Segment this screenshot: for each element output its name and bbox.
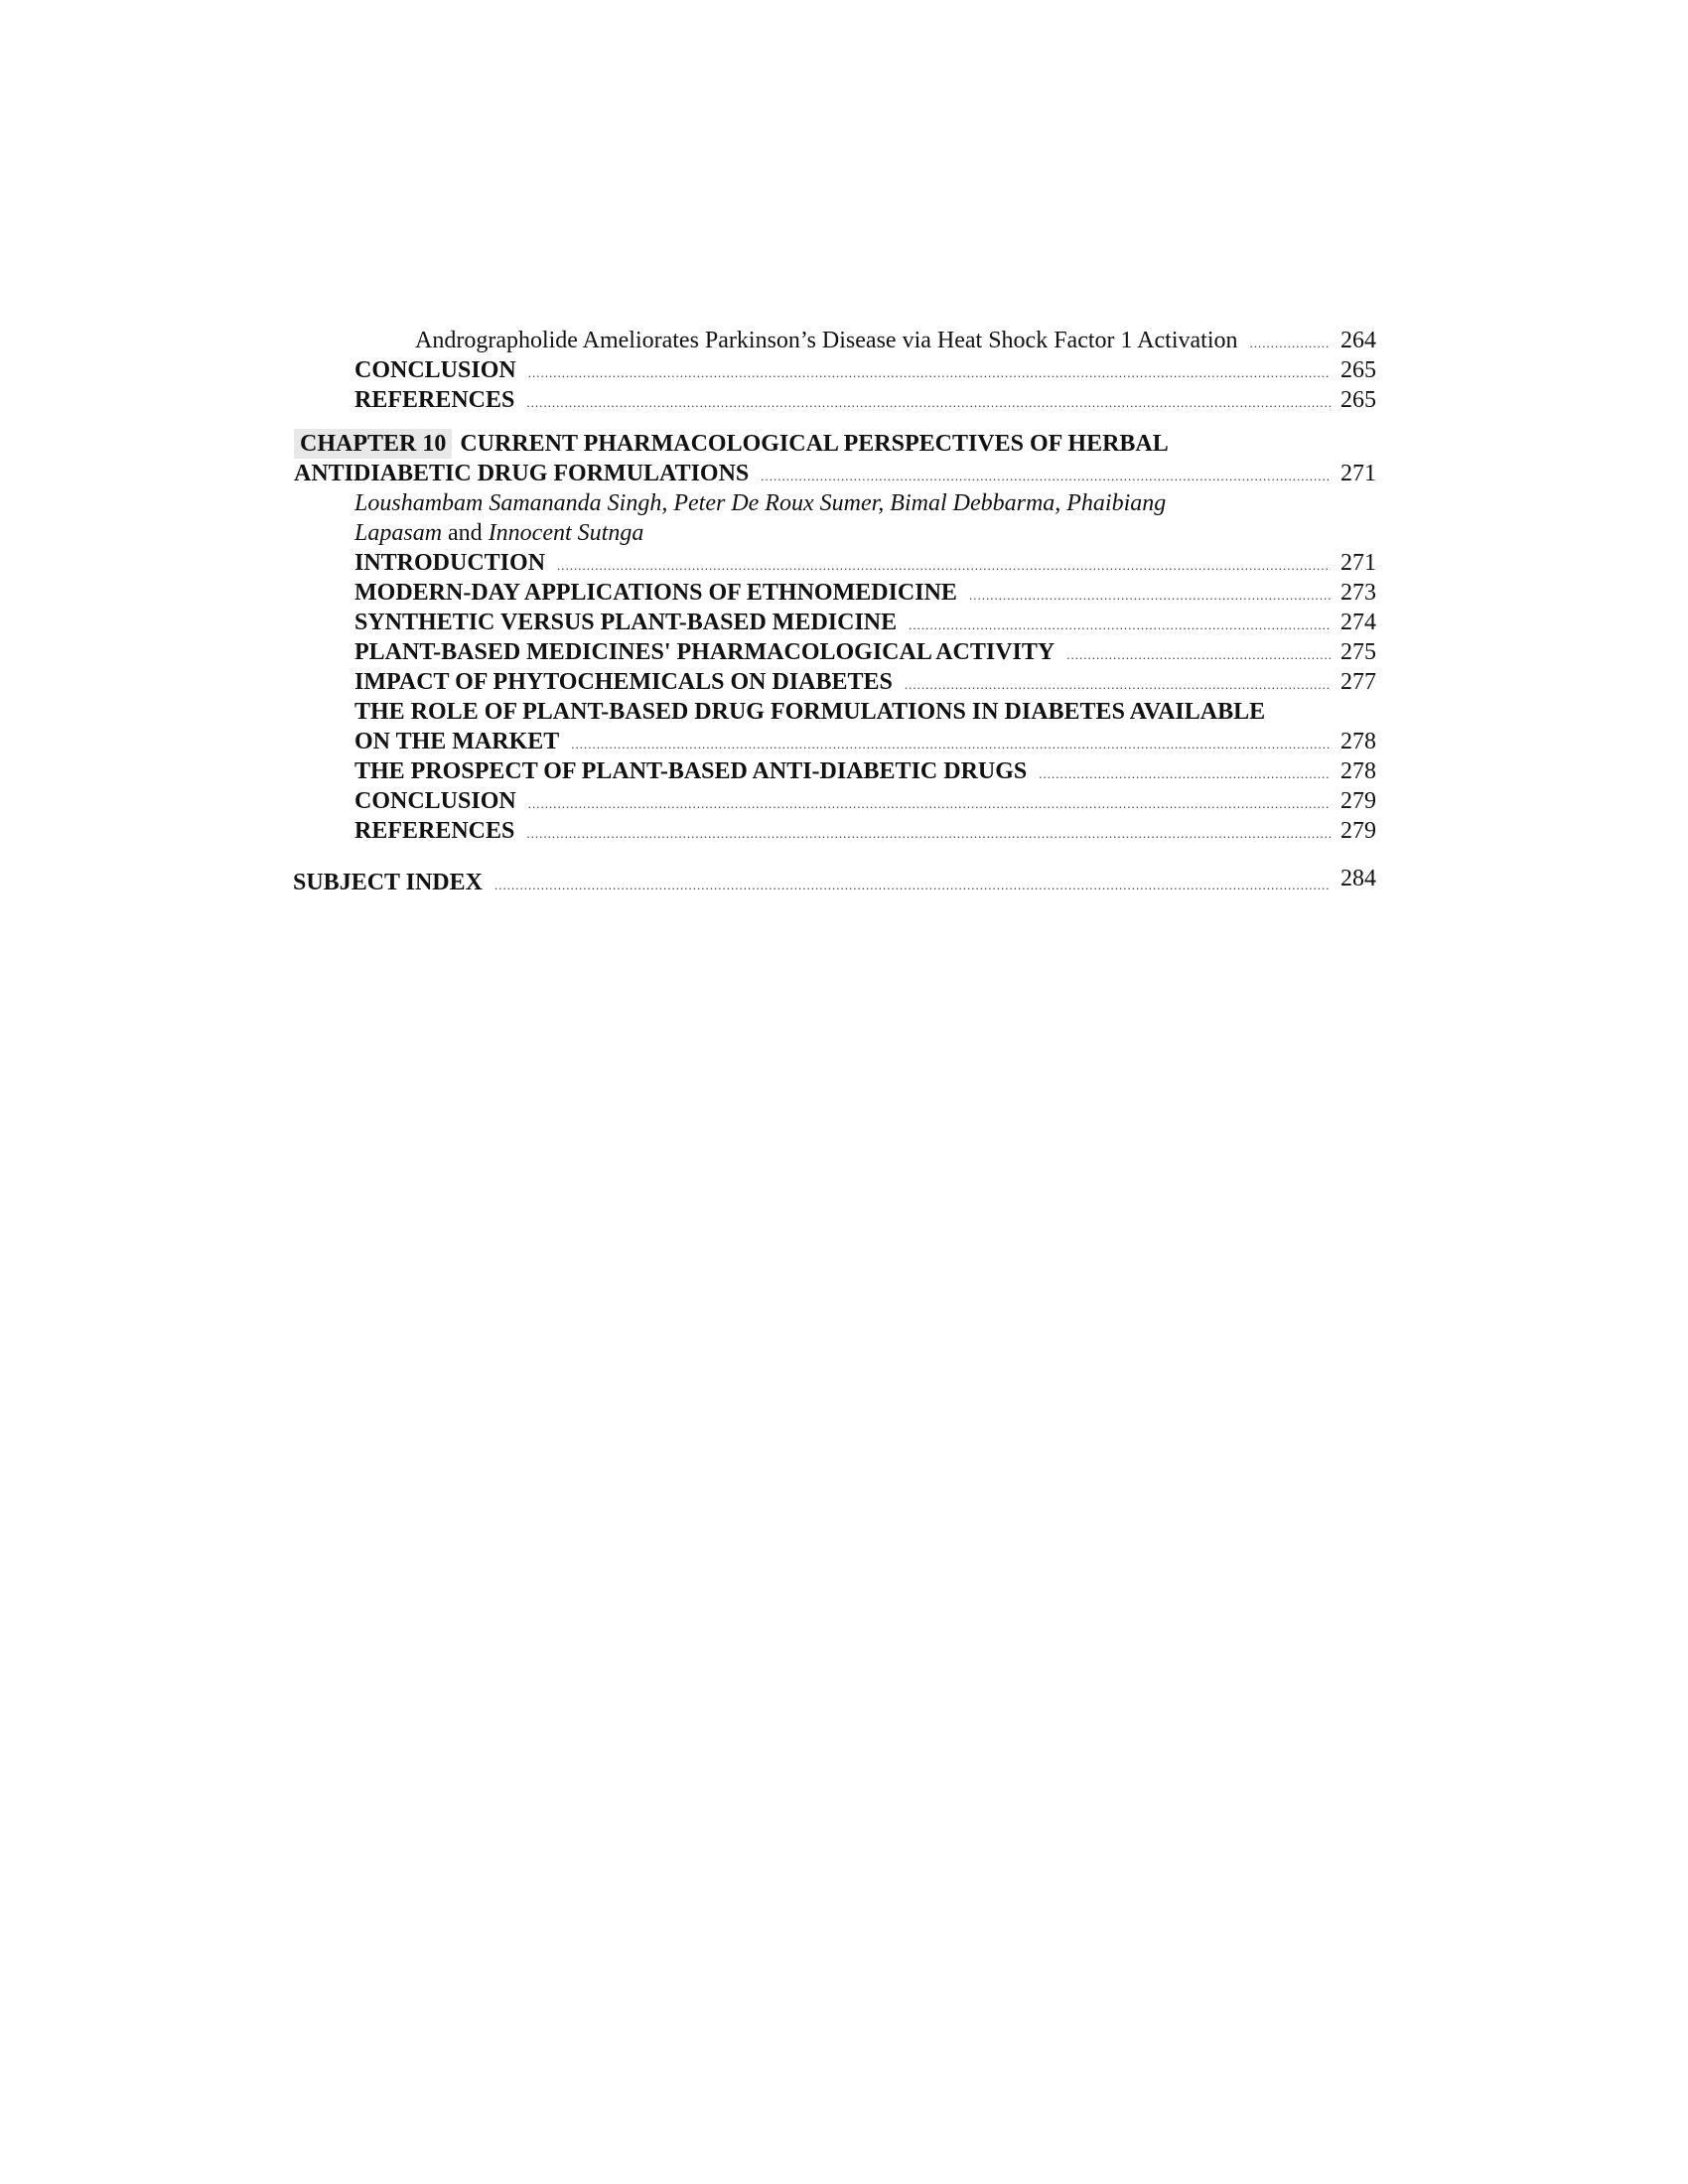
dot-leader xyxy=(526,819,1331,849)
page-number: 279 xyxy=(1340,818,1376,844)
page-number: 271 xyxy=(1340,461,1376,486)
chapter-authors-line-1: Loushambam Samananda Singh, Peter De Roux Sumer, Bimal Debbarma, Phaibiang xyxy=(354,490,1167,516)
dot-leader xyxy=(905,670,1331,700)
toc-entry[interactable]: PLANT-BASED MEDICINES' PHARMACOLOGICAL ACTIVITY ..... xyxy=(354,637,1331,670)
dot-leader xyxy=(571,730,1331,759)
toc-entry[interactable]: THE PROSPECT OF PLANT-BASED ANTI-DIABETIC DRUGS ..... xyxy=(354,756,1331,789)
page-number: 279 xyxy=(1340,788,1376,814)
page-number: 265 xyxy=(1340,357,1376,383)
chapter-title-line-2: ANTIDIABETIC DRUG FORMULATIONS xyxy=(294,461,750,486)
toc-entry-line-1[interactable]: THE ROLE OF PLANT-BASED DRUG FORMULATIONS IN DIABETES AVAILABLE xyxy=(354,699,1266,725)
dot-leader xyxy=(909,611,1331,640)
page-number: 264 xyxy=(1340,328,1376,353)
toc-entry[interactable] xyxy=(354,355,1331,388)
dot-leader xyxy=(1039,759,1331,789)
dot-leader xyxy=(1066,640,1331,670)
chapter-title-line-1: CURRENT PHARMACOLOGICAL PERSPECTIVES OF HERBAL xyxy=(460,431,1169,457)
page-number: 284 xyxy=(1340,866,1376,891)
toc-entry[interactable]: INTRODUCTION ..... xyxy=(354,548,1331,581)
dot-leader xyxy=(528,789,1331,819)
page-number: 277 xyxy=(1340,669,1376,695)
chapter-authors-line-2: Lapasam and Innocent Sutnga xyxy=(354,520,644,546)
dot-leader xyxy=(528,358,1331,388)
toc-entry-subject-index[interactable]: SUBJECT INDEX ..... xyxy=(293,868,1331,900)
toc-entry[interactable]: REFERENCES ..... xyxy=(354,816,1331,849)
dot-leader xyxy=(526,388,1331,418)
page-number: 278 xyxy=(1340,758,1376,784)
dot-leader xyxy=(494,871,1331,900)
page-number: 273 xyxy=(1340,580,1376,606)
page-number: 265 xyxy=(1340,387,1376,413)
dot-leader xyxy=(1250,329,1332,358)
toc-entry[interactable]: IMPACT OF PHYTOCHEMICALS ON DIABETES ..... xyxy=(354,667,1331,700)
toc-entry[interactable]: SYNTHETIC VERSUS PLANT-BASED MEDICINE ..... xyxy=(354,608,1331,640)
toc-entry-title: CONCLUSION xyxy=(354,357,516,383)
page-number: 278 xyxy=(1340,729,1376,754)
toc-entry[interactable]: MODERN-DAY APPLICATIONS OF ETHNOMEDICINE ..... xyxy=(354,578,1331,611)
dot-leader xyxy=(969,581,1331,611)
page-number: 271 xyxy=(1340,550,1376,576)
chapter-heading-continued[interactable] xyxy=(294,459,1331,491)
chapter-label: CHAPTER 10 xyxy=(294,429,452,459)
toc-entry[interactable] xyxy=(354,385,1331,418)
toc-entry[interactable] xyxy=(415,326,1331,358)
toc-entry[interactable]: CONCLUSION ..... xyxy=(354,786,1331,819)
chapter-heading[interactable] xyxy=(294,429,1169,459)
toc-entry-title: REFERENCES xyxy=(354,387,515,413)
toc-entry[interactable]: ON THE MARKET ..... xyxy=(354,727,1331,759)
page-number: 275 xyxy=(1340,639,1376,665)
dot-leader xyxy=(557,551,1331,581)
toc-entry-title: Andrographolide Ameliorates Parkinson’s Disease via Heat Shock Factor 1 Activation xyxy=(415,328,1238,353)
page-number: 274 xyxy=(1340,610,1376,635)
dot-leader xyxy=(761,462,1331,491)
